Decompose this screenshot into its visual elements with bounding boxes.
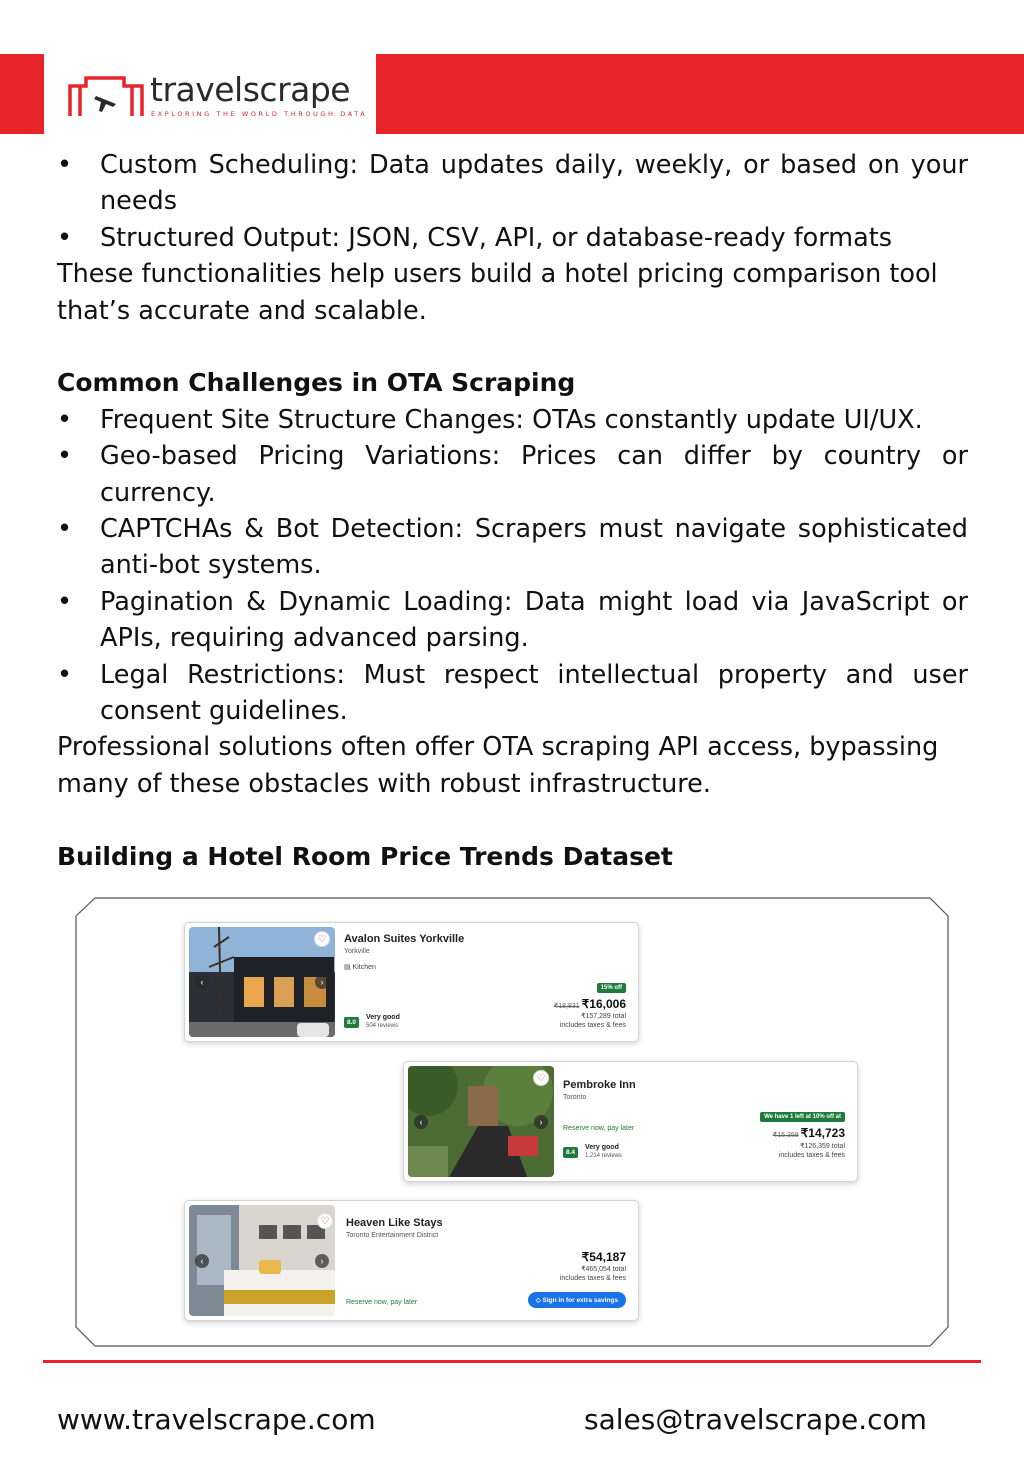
hotel-location: Yorkville <box>344 948 370 955</box>
price-total: ₹157,289 total <box>581 1013 626 1020</box>
chevron-left-icon[interactable]: ‹ <box>195 1254 209 1268</box>
section-heading: Common Challenges in OTA Scraping <box>57 368 576 398</box>
heart-icon[interactable]: ♡ <box>317 1213 333 1229</box>
price-total: ₹465,054 total <box>581 1266 626 1273</box>
chevron-left-icon[interactable]: ‹ <box>195 975 209 989</box>
price: ₹18,831 ₹16,006 <box>553 997 626 1011</box>
rating-score: 8.4 <box>563 1147 578 1158</box>
bullet-item: • CAPTCHAs & Bot Detection: Scrapers must navigate sophisticated anti-bot systems. <box>57 511 968 584</box>
header-red-band-left <box>0 54 44 134</box>
hotel-photo <box>189 927 335 1037</box>
hotel-name[interactable]: Avalon Suites Yorkville <box>344 933 465 945</box>
availability-badge: We have 1 left at 10% off at <box>760 1112 845 1122</box>
hotel-name[interactable]: Pembroke Inn <box>563 1079 636 1091</box>
hotel-card[interactable] <box>184 1200 639 1321</box>
paragraph: These functionalities help users build a hotel pricing comparison tool that’s accurate and scalable. <box>57 259 938 326</box>
chevron-right-icon[interactable]: › <box>315 975 329 989</box>
amenity-kitchen: ▤ Kitchen <box>344 964 376 971</box>
footer-website-link[interactable]: www.travelscrape.com <box>57 1403 376 1436</box>
article-body <box>57 147 968 875</box>
bullet-item: • Structured Output: JSON, CSV, API, or database-ready formats <box>57 220 968 256</box>
kitchen-icon: ▤ <box>344 964 353 971</box>
bullet-item: • Legal Restrictions: Must respect intellectual property and user consent guidelines. <box>57 657 968 730</box>
bullet-item: • Geo-based Pricing Variations: Prices can differ by country or currency. <box>57 438 968 511</box>
section-heading: Building a Hotel Room Price Trends Dataset <box>57 841 673 871</box>
review-count: 1,214 reviews <box>585 1153 623 1159</box>
price-total: ₹126,359 total <box>800 1143 845 1150</box>
hotel-photo <box>408 1066 554 1177</box>
hotel-name[interactable]: Heaven Like Stays <box>346 1217 443 1229</box>
rating-label: Very good 1,214 reviews <box>585 1144 623 1159</box>
taxes-note: includes taxes & fees <box>778 1152 845 1159</box>
hotel-listings-figure <box>75 897 949 1347</box>
hotel-location: Toronto Entertainment District <box>346 1232 439 1239</box>
price: ₹16,359 ₹14,723 <box>772 1126 845 1140</box>
header-red-band-right <box>376 54 1024 134</box>
bullet-item: • Pagination & Dynamic Loading: Data might load via JavaScript or APIs, requiring advanced parsing. <box>57 584 968 657</box>
brand-name: travelscrape <box>150 70 351 109</box>
rating-score: 8.0 <box>344 1017 359 1028</box>
chevron-right-icon[interactable]: › <box>315 1254 329 1268</box>
footer-email-link[interactable]: sales@travelscrape.com <box>584 1403 927 1436</box>
brand-tagline: EXPLORING THE WORLD THROUGH DATA <box>151 110 368 118</box>
old-price: ₹16,359 <box>772 1132 799 1139</box>
heart-icon[interactable]: ♡ <box>533 1070 549 1086</box>
paragraph: Professional solutions often offer OTA scraping API access, bypassing many of these obstacles with robust infrastructure. <box>57 732 939 799</box>
bullet-item: • Custom Scheduling: Data updates daily, weekly, or based on your needs <box>57 147 968 220</box>
price: ₹54,187 <box>581 1250 626 1264</box>
brand-logo[interactable] <box>66 70 366 122</box>
hotel-card[interactable] <box>403 1061 858 1182</box>
heart-icon[interactable]: ♡ <box>314 931 330 947</box>
tag-icon: ◇ <box>535 1297 543 1304</box>
hotel-card[interactable] <box>184 922 639 1042</box>
hotel-location: Toronto <box>563 1094 587 1101</box>
reserve-note: Reserve now, pay later <box>346 1299 418 1306</box>
chevron-right-icon[interactable]: › <box>534 1115 548 1129</box>
review-count: 504 reviews <box>366 1023 399 1029</box>
bullet-item: • Frequent Site Structure Changes: OTAs constantly update UI/UX. <box>57 402 968 438</box>
hotel-photo <box>189 1205 335 1316</box>
footer-divider <box>43 1360 981 1363</box>
sign-in-button[interactable]: ◇ Sign in for extra savings <box>528 1292 626 1308</box>
discount-badge: 15% off <box>597 983 626 993</box>
taxes-note: includes taxes & fees <box>559 1275 626 1282</box>
chevron-left-icon[interactable]: ‹ <box>414 1115 428 1129</box>
rating-label: Very good 504 reviews <box>366 1014 400 1029</box>
reserve-note: Reserve now, pay later <box>563 1125 635 1132</box>
old-price: ₹18,831 <box>553 1003 580 1010</box>
suitcase-airplane-logo-icon <box>66 74 146 118</box>
taxes-note: includes taxes & fees <box>559 1022 626 1029</box>
